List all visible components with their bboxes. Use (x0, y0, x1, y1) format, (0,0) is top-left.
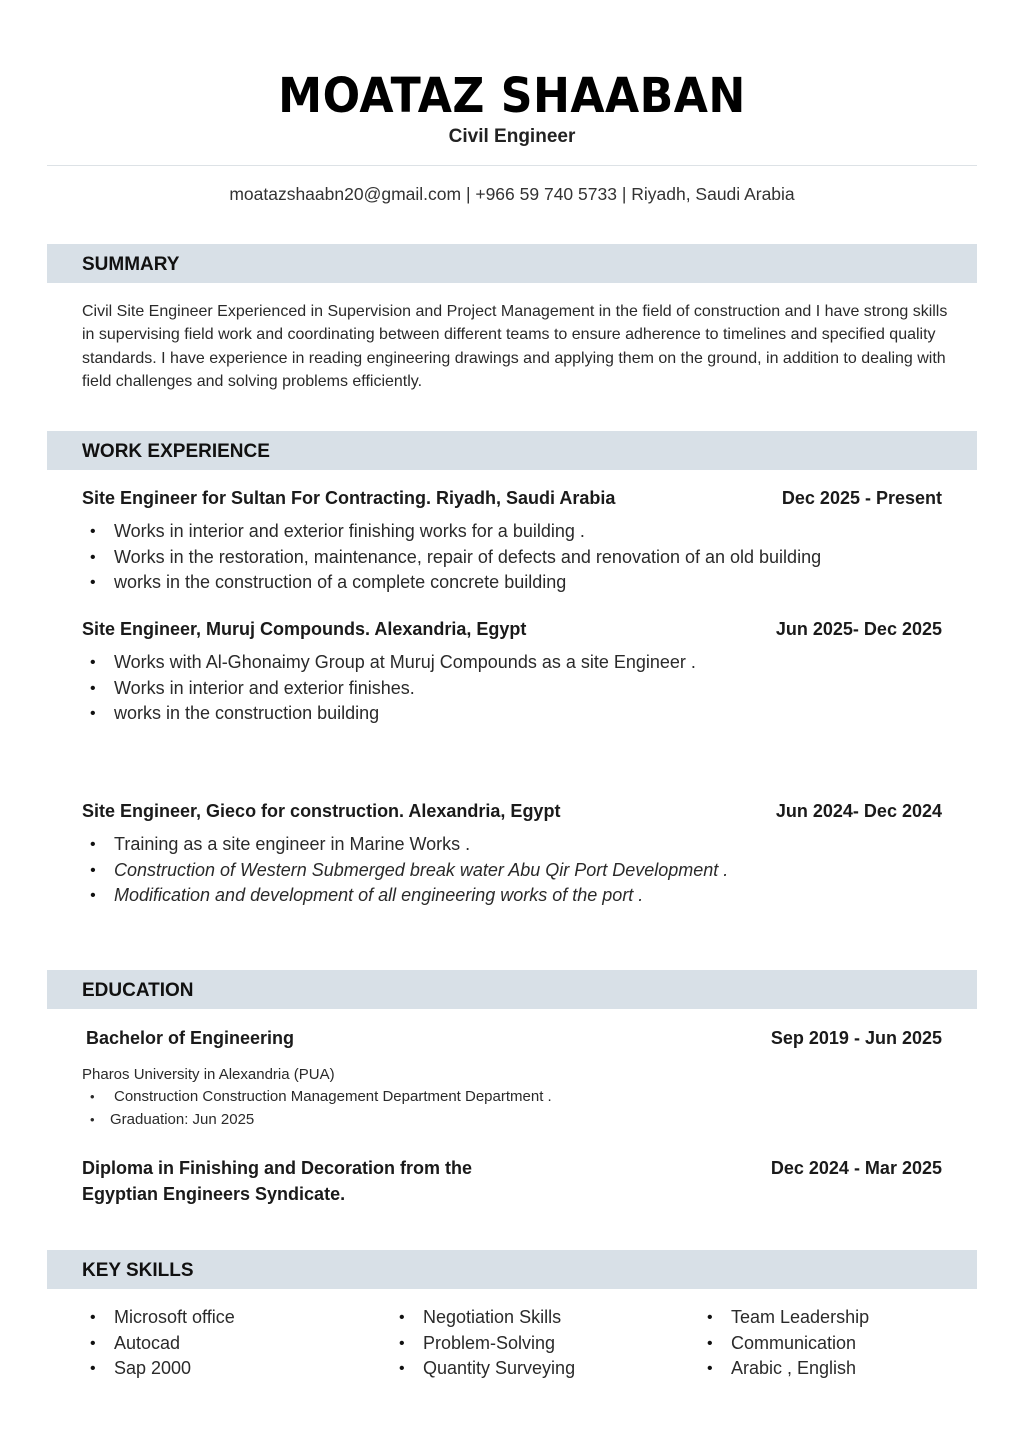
education-header (82, 1155, 942, 1207)
list-item: • Works in the restoration, maintenance, repair of defects and renovation of an old building (90, 545, 821, 571)
job-title: Site Engineer for Sultan For Contracting. Riyadh, Saudi Arabia (82, 488, 616, 508)
skills-section-bar (47, 1250, 977, 1289)
list-item: • Works in interior and exterior finishes. (90, 676, 696, 702)
list-item: • Modification and development of all engineering works of the port . (90, 883, 728, 909)
skills-column-2 (399, 1305, 575, 1382)
contact-info: moatazshaabn20@gmail.com | +966 59 740 5733 | Riyadh, Saudi Arabia (229, 184, 795, 204)
education-header (86, 1028, 942, 1049)
school-name: Pharos University in Alexandria (PUA) (82, 1066, 335, 1083)
job-date: Dec 2025 - Present (781, 488, 942, 508)
summary-text: Civil Site Engineer Experienced in Supervision and Project Management in the field of construction and I have strong skills in supervising field work and coordinating between different teams to ensure adherence to timelines and specified quality standards. I have experience in reading engineering drawings and applying them on the ground, in addition to dealing with field challenges and solving problems efficiently. (82, 303, 948, 390)
experience-heading: WORK EXPERIENCE (82, 441, 270, 462)
list-item: • Graduation: Jun 2025 (90, 1109, 552, 1132)
education-date: Dec 2024 - Mar 2025 (770, 1158, 942, 1178)
job-date: Jun 2024- Dec 2024 (775, 801, 942, 821)
list-item: • works in the construction building (90, 701, 696, 727)
skill-item: • Autocad (90, 1331, 235, 1357)
education-date: Sep 2019 - Jun 2025 (770, 1028, 942, 1048)
job-title: Civil Engineer (448, 126, 576, 147)
skill-item: • Microsoft office (90, 1305, 235, 1331)
skill-item: • Communication (707, 1331, 869, 1357)
summary-heading: SUMMARY (82, 254, 180, 275)
experience-section-bar (47, 431, 977, 470)
summary-section-bar (47, 244, 977, 283)
skill-item: • Team Leadership (707, 1305, 869, 1331)
skill-item: • Quantity Surveying (399, 1356, 575, 1382)
degree-title-line2: Egyptian Engineers Syndicate. (82, 1184, 346, 1204)
job-bullets (90, 832, 728, 909)
skill-item: • Negotiation Skills (399, 1305, 575, 1331)
skill-item: • Problem-Solving (399, 1331, 575, 1357)
education-heading: EDUCATION (82, 980, 194, 1001)
list-item: • Training as a site engineer in Marine Works . (90, 832, 728, 858)
list-item: • Construction Construction Management Department Department . (90, 1086, 552, 1109)
job-header (82, 619, 942, 640)
degree-title: Bachelor of Engineering (86, 1028, 295, 1048)
job-bullets (90, 519, 821, 596)
job-header (82, 801, 942, 822)
job-date: Jun 2025- Dec 2025 (775, 619, 942, 639)
skills-column-3 (707, 1305, 869, 1382)
skill-item: • Sap 2000 (90, 1356, 235, 1382)
list-item: • Construction of Western Submerged break water Abu Qir Port Development . (90, 858, 728, 884)
job-title: Site Engineer, Muruj Compounds. Alexandria, Egypt (82, 619, 527, 639)
skill-item: • Arabic , English (707, 1356, 869, 1382)
education-bullets (90, 1086, 552, 1131)
job-header (82, 488, 942, 509)
job-bullets (90, 650, 696, 727)
skills-column-1 (90, 1305, 235, 1382)
education-section-bar (47, 970, 977, 1009)
list-item: • Works with Al-Ghonaimy Group at Muruj Compounds as a site Engineer . (90, 650, 696, 676)
list-item: • works in the construction of a complete concrete building (90, 570, 821, 596)
skills-heading: KEY SKILLS (82, 1260, 194, 1281)
candidate-name: MOATAZ SHAABAN (278, 68, 746, 124)
list-item: • Works in interior and exterior finishing works for a building . (90, 519, 821, 545)
job-title: Site Engineer, Gieco for construction. Alexandria, Egypt (82, 801, 561, 821)
degree-title-line1: Diploma in Finishing and Decoration from the (82, 1158, 473, 1178)
header-divider (47, 165, 977, 166)
